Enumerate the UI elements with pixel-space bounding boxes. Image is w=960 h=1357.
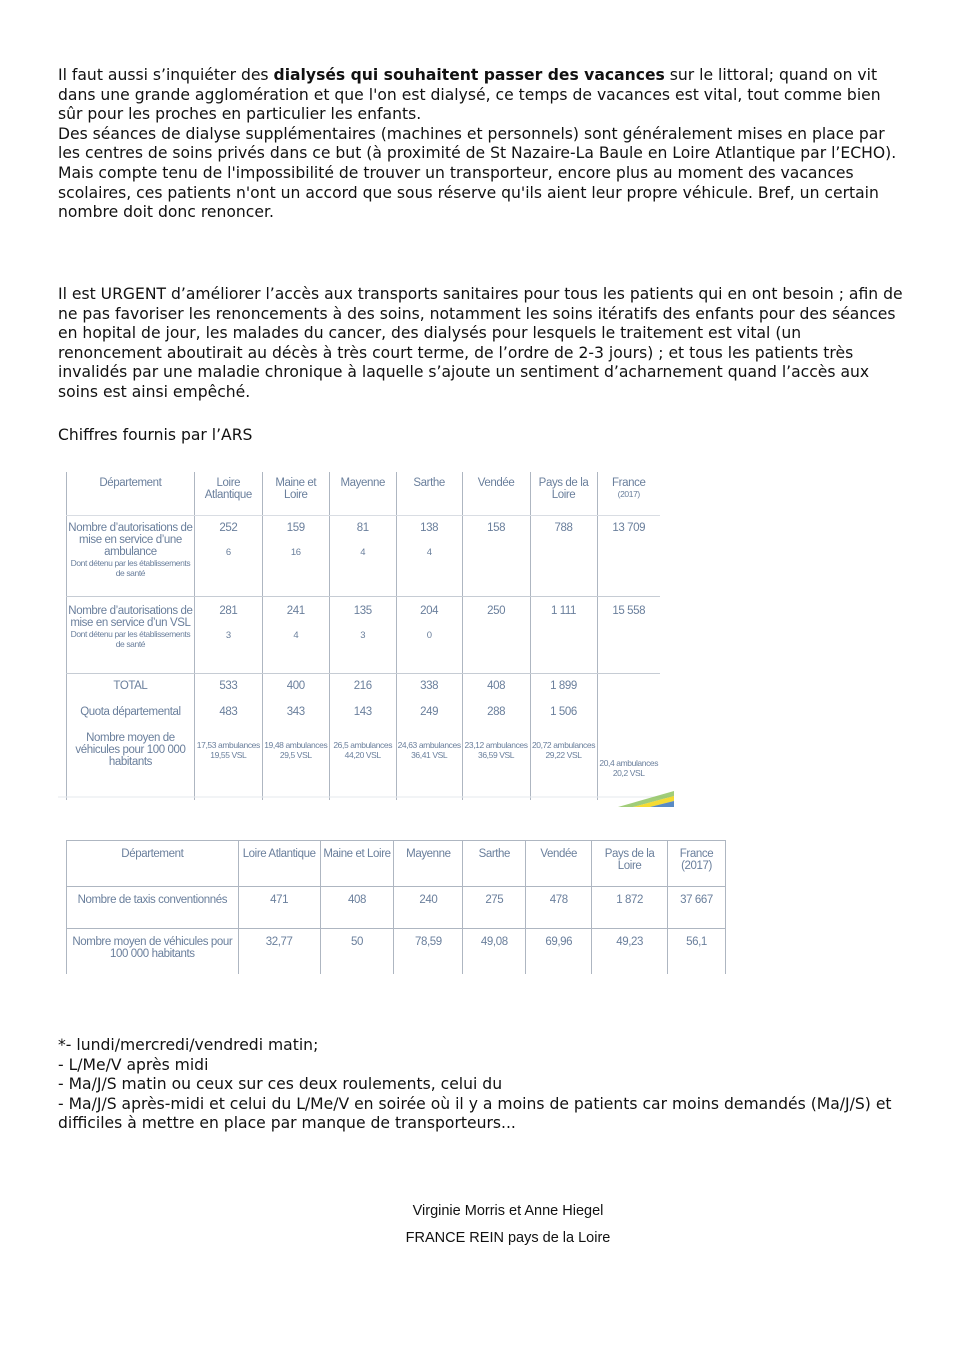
avg-amb: 23,12 ambulances: [464, 740, 528, 750]
table2-row-average: [67, 929, 726, 975]
table1-header: Pays de la Loire: [530, 472, 597, 516]
signature-organization: FRANCE REIN pays de la Loire: [405, 1230, 611, 1246]
avg-vsl: 36,59 VSL: [478, 750, 515, 760]
table-cell: [530, 516, 597, 597]
total-value: 533: [219, 680, 238, 692]
note-line: - L/Me/V après midi: [58, 1055, 209, 1074]
avg-vsl: 29,22 VSL: [545, 750, 582, 760]
table-cell: [462, 674, 530, 801]
amb-value: 158: [487, 522, 506, 534]
table-cell: 275: [463, 887, 526, 929]
amb-sub-value: 4: [360, 547, 366, 558]
table-cell: 49,23: [592, 929, 668, 975]
p1-seances: Des séances de dialyse supplémentaires (machines et personnels) sont généralement mises en place par les centres de soins privés dans ce but (à proximité de St Nazaire-La Baule en Loire Atlantique par l’ECHO).: [58, 124, 897, 163]
table-cell: 50: [320, 929, 394, 975]
amb-sub-value: 6: [225, 547, 231, 558]
vsl-sub-value: 3: [225, 630, 231, 641]
quota-value: 343: [286, 706, 305, 718]
table1-header: Département: [67, 472, 195, 516]
table2-header: Pays de la Loire: [592, 841, 668, 887]
avg-vsl: 20,2 VSL: [612, 768, 645, 778]
table2-header-row: [67, 841, 726, 887]
note-line: - Ma/J/S après-midi et celui du L/Me/V en soirée où il y a moins de patients car moins demandés (Ma/J/S) et difficiles à mettre en place par manque de transporteurs...: [58, 1094, 892, 1133]
p1-text-end: sur le littoral; quand on vit dans une grande agglomération et que l'on est dialysé, ce temps de vacances est vital, tout comme bien sûr pour les proches en particulier les enfants.: [58, 66, 881, 124]
vsl-sub-label: Dont détenu par les établissements de santé: [70, 629, 191, 649]
table2-header: France (2017): [668, 841, 726, 887]
amb-sub-value: 4: [426, 547, 432, 558]
table-cell: [194, 597, 262, 674]
table2-header: Maine et Loire: [320, 841, 394, 887]
table-cell: [262, 674, 329, 801]
signature-authors: Virginie Morris et Anne Hiegel: [412, 1203, 604, 1219]
total-value: 1 899: [550, 680, 577, 692]
quota-label: Quota départemental: [80, 706, 181, 718]
table-cell: 56,1: [668, 929, 726, 975]
table-cell: [194, 516, 262, 597]
taxi-table: [66, 840, 726, 974]
table1-header: Maine et Loire: [262, 472, 329, 516]
total-value: 338: [420, 680, 439, 692]
vsl-sub-value: 0: [426, 630, 432, 641]
vsl-value: 241: [286, 605, 305, 617]
table-cell: [194, 674, 262, 801]
amb-value: 788: [554, 522, 573, 534]
table-cell: [462, 516, 530, 597]
avg-amb: 26,5 ambulances: [333, 740, 393, 750]
avg-vsl: 29,5 VSL: [279, 750, 312, 760]
paragraph-urgent: Il est URGENT d’améliorer l’accès aux transports sanitaires pour tous les patients qui en ont besoin ; afin de ne pas favoriser les renoncements à des soins, notamment les soins itératifs des enfants pour des séances en hopital de jour, les malades du cancer, des dialysés pour lesquels le traitement est vital (un renoncement aboutirait au décès à très court terme, de l’ordre de 2-3 jours) ; et tous les patients très invalidés par une maladie chronique à laquelle s’ajoute un sentiment d’acharnement quand l’accès aux soins est ainsi empêché.: [58, 285, 903, 401]
table2-header: Département: [67, 841, 239, 887]
table-cell: [462, 597, 530, 674]
table-cell: 240: [394, 887, 463, 929]
avg-amb: 19,48 ambulances: [264, 740, 328, 750]
vsl-value: 250: [487, 605, 506, 617]
quota-value: 1 506: [550, 706, 577, 718]
table-cell: [262, 516, 329, 597]
table-cell: [262, 597, 329, 674]
paragraph-vacances: [58, 66, 908, 223]
table2-header: Loire Atlantique: [238, 841, 320, 887]
ambulance-vsl-table: [66, 472, 660, 800]
table2-row-taxis: [67, 887, 726, 929]
schedule-notes: [58, 1036, 918, 1134]
table-decorative-stripe: [58, 787, 674, 807]
signature-block: [0, 1198, 960, 1252]
table2-header: Sarthe: [463, 841, 526, 887]
table2-header: Mayenne: [394, 841, 463, 887]
row-label: Nombre de taxis conventionnés: [67, 887, 239, 929]
row-label: [67, 597, 195, 674]
table-cell: [597, 597, 660, 674]
table-cell: 49,08: [463, 929, 526, 975]
amb-value: 13 709: [612, 522, 646, 534]
table-cell: 408: [320, 887, 394, 929]
table1-header-row: [67, 472, 661, 516]
paragraph-chiffres-ars: Chiffres fournis par l’ARS: [58, 426, 253, 444]
table1-header: Vendée: [462, 472, 530, 516]
vsl-value: 15 558: [612, 605, 646, 617]
table-cell: 78,59: [394, 929, 463, 975]
note-line: *- lundi/mercredi/vendredi matin;: [58, 1036, 319, 1054]
quota-value: 143: [353, 706, 372, 718]
total-value: 216: [353, 680, 372, 692]
table-cell: 37 667: [668, 887, 726, 929]
table-cell: [329, 674, 396, 801]
table1-header: Loire Atlantique: [194, 472, 262, 516]
avg-amb: 17,53 ambulances: [196, 740, 260, 750]
table-cell: [396, 597, 462, 674]
table-cell: 478: [526, 887, 592, 929]
avg-vsl: 36,41 VSL: [411, 750, 448, 760]
vsl-label: Nombre d’autorisations de mise en service d’un VSL: [68, 605, 193, 629]
vsl-value: 281: [219, 605, 238, 617]
table1-row-totals: [67, 674, 661, 801]
table-cell: [396, 674, 462, 801]
row-label: Nombre moyen de véhicules pour 100 000 habitants: [67, 929, 239, 975]
row-label: [67, 516, 195, 597]
quota-value: 483: [219, 706, 238, 718]
avg-amb: 24,63 ambulances: [397, 740, 461, 750]
vsl-sub-value: 4: [293, 630, 299, 641]
total-value: 408: [487, 680, 506, 692]
quota-value: 249: [420, 706, 439, 718]
table-cell: 1 872: [592, 887, 668, 929]
avg-amb: 20,4 ambulances: [599, 758, 659, 768]
vsl-sub-value: 3: [360, 630, 366, 641]
avg-amb: 20,72 ambulances: [531, 740, 596, 750]
amb-sub-label: Dont détenu par les établissements de santé: [70, 558, 191, 578]
table-cell: 69,96: [526, 929, 592, 975]
table-cell: [530, 674, 597, 801]
table1-header: Mayenne: [329, 472, 396, 516]
table-cell: [329, 597, 396, 674]
france-label: France: [612, 477, 646, 489]
total-label: TOTAL: [113, 680, 148, 692]
amb-value: 81: [356, 522, 369, 534]
amb-label: Nombre d’autorisations de mise en service d’une ambulance: [68, 522, 193, 558]
p1-text-start: Il faut aussi s’inquiéter des: [58, 66, 274, 84]
avg-label: Nombre moyen de véhicules pour 100 000 habitants: [75, 732, 186, 768]
note-line: - Ma/J/S matin ou ceux sur ces deux roulements, celui du: [58, 1075, 503, 1094]
table1-header-france: [597, 472, 660, 516]
avg-vsl: 19,55 VSL: [210, 750, 247, 760]
table1-header: Sarthe: [396, 472, 462, 516]
table1-row-vsl: [67, 597, 661, 674]
table-cell: [597, 674, 660, 801]
table2-header: Vendée: [526, 841, 592, 887]
total-value: 400: [286, 680, 305, 692]
table-cell: [597, 516, 660, 597]
vsl-value: 204: [420, 605, 439, 617]
amb-value: 138: [420, 522, 439, 534]
vsl-value: 135: [353, 605, 372, 617]
table1-row-ambulance: [67, 516, 661, 597]
amb-value: 252: [219, 522, 238, 534]
amb-value: 159: [286, 522, 305, 534]
quota-value: 288: [487, 706, 506, 718]
table-cell: [329, 516, 396, 597]
table-cell: 32,77: [238, 929, 320, 975]
amb-sub-value: 16: [290, 547, 301, 558]
p1-transporteur: Mais compte tenu de l'impossibilité de trouver un transporteur, encore plus au moment des vacances scolaires, ces patients n'ont un accord que sous réserve qu'ils aient leur propre véhicule. Bref, un certain nombre doit donc renoncer.: [58, 163, 879, 222]
p1-bold-text: dialysés qui souhaitent passer des vacances: [273, 66, 665, 84]
avg-vsl: 44,20 VSL: [344, 750, 381, 760]
vsl-value: 1 111: [550, 605, 577, 617]
france-year: (2017): [617, 489, 640, 499]
row-label: [67, 674, 195, 801]
table-cell: 471: [238, 887, 320, 929]
table-cell: [530, 597, 597, 674]
table-cell: [396, 516, 462, 597]
